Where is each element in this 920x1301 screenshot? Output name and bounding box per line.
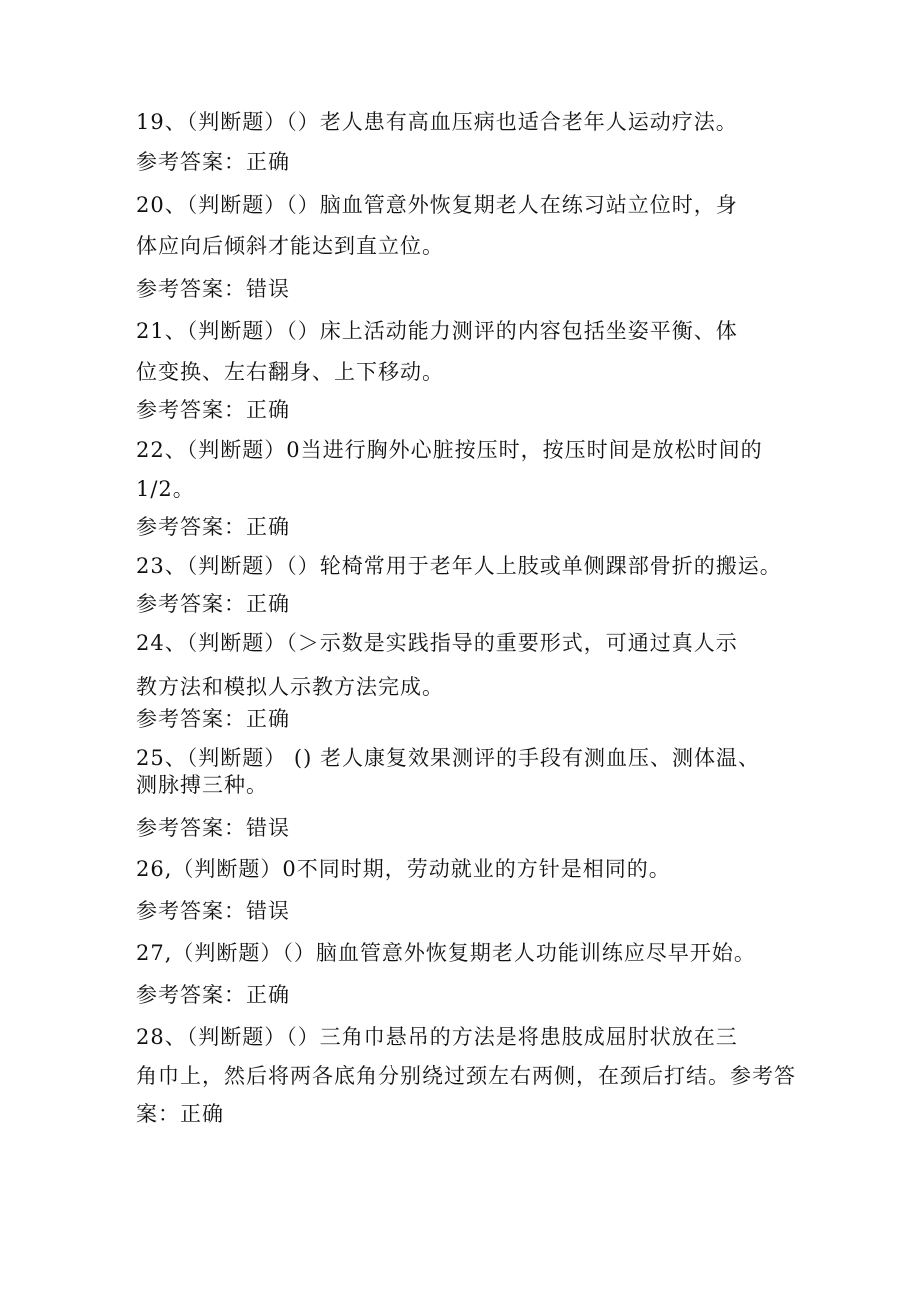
q28-line-1: 28、（判断题）（）三角巾悬吊的方法是将患肢成屈肘状放在三: [136, 1025, 738, 1049]
q21-line-1: 21、（判断题）（）床上活动能力测评的内容包括坐姿平衡、体: [136, 319, 738, 343]
q28-line-2: 角巾上，然后将两各底角分别绕过颈左右两侧，在颈后打结。参考答: [136, 1064, 796, 1088]
q24-line-2: 教方法和模拟人示教方法完成。: [136, 675, 444, 699]
q23-line-1: 23、（判断题）（）轮椅常用于老年人上肢或单侧踝部骨折的搬运。: [136, 554, 782, 578]
q21-line-2: 位变换、左右翻身、上下移动。: [136, 360, 444, 384]
q26-line-1: 26,（判断题）0不同时期，劳动就业的方针是相同的。: [136, 857, 671, 881]
q25-line-2: 测脉搏三种。: [136, 773, 268, 797]
q22-line-1: 22、（判断题）0当进行胸外心脏按压时，按压时间是放松时间的: [136, 438, 763, 462]
q24-answer: 参考答案：正确: [136, 707, 290, 731]
q27-line-1: 27,（判断题）（）脑血管意外恢复期老人功能训练应尽早开始。: [136, 941, 756, 965]
q26-answer: 参考答案：错误: [136, 899, 290, 923]
q22-line-2: 1/2。: [136, 477, 195, 501]
q28-line-3: 案：正确: [136, 1102, 224, 1126]
q19-line-1: 19、（判断题）（）老人患有高血压病也适合老年人运动疗法。: [136, 110, 738, 134]
q23-answer: 参考答案：正确: [136, 592, 290, 616]
q19-answer: 参考答案：正确: [136, 150, 290, 174]
q20-line-1: 20、（判断题）（）脑血管意外恢复期老人在练习站立位时，身: [136, 193, 738, 217]
q25-line-1: 25、（判断题） () 老人康复效果测评的手段有测血压、测体温、: [136, 746, 760, 770]
q20-line-2: 体应向后倾斜才能达到直立位。: [136, 234, 444, 258]
q25-answer: 参考答案：错误: [136, 816, 290, 840]
q22-answer: 参考答案：正确: [136, 515, 290, 539]
q21-answer: 参考答案：正确: [136, 398, 290, 422]
q27-answer: 参考答案：正确: [136, 983, 290, 1007]
q20-answer: 参考答案：错误: [136, 277, 290, 301]
q24-line-1: 24、（判断题）（＞示数是实践指导的重要形式，可通过真人示: [136, 631, 738, 655]
